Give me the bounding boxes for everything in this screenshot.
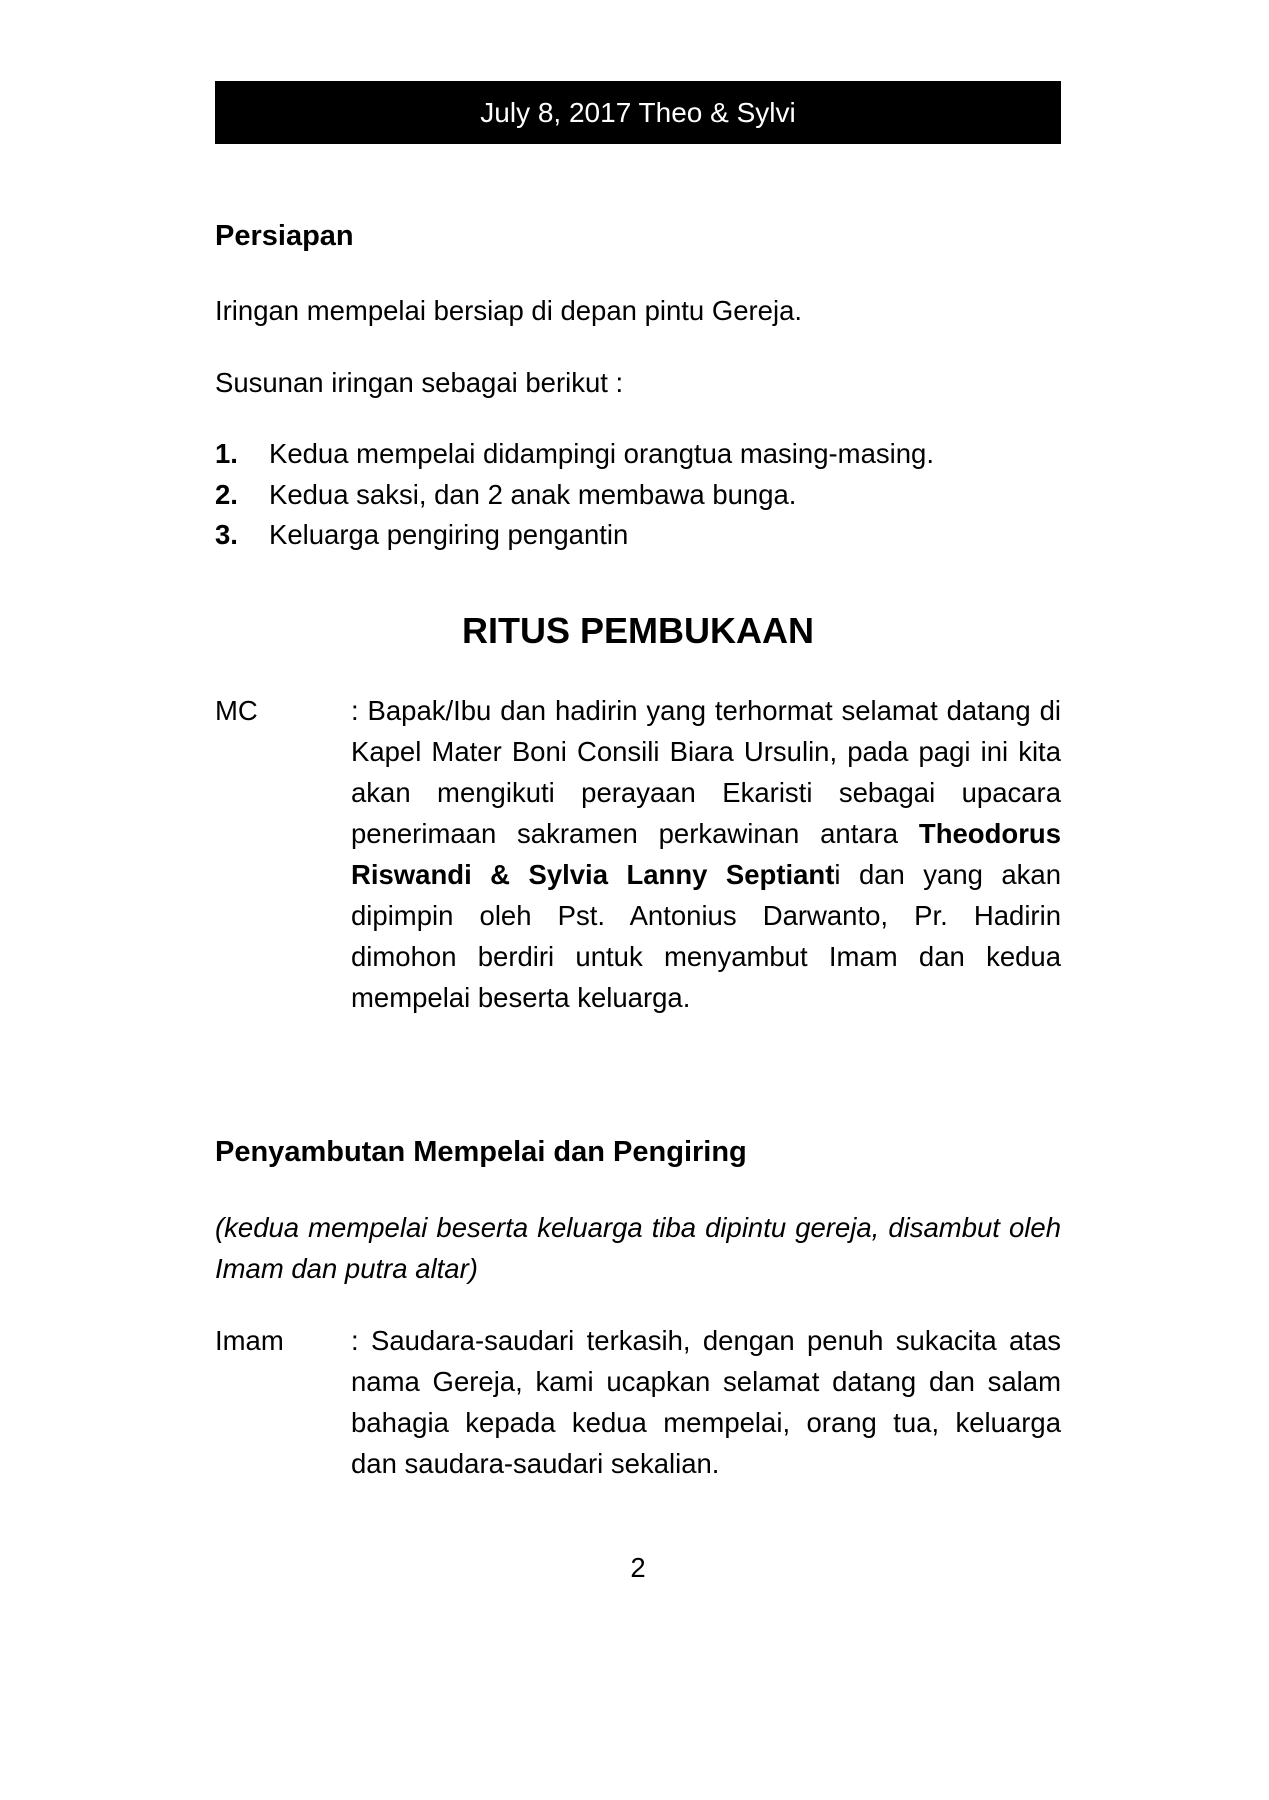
- list-text: Kedua saksi, dan 2 anak membawa bunga.: [269, 479, 797, 510]
- speaker-text: : Saudara-saudari terkasih, dengan penuh sukacita atas nama Gereja, kami ucapkan selamat datang dan salam bahagia kepada kedua mempelai, orang tua, keluarga dan saudara-saudari sekalian.: [351, 1325, 1061, 1479]
- page-number: 2: [630, 1552, 646, 1583]
- heading-persiapan: Persiapan: [215, 220, 354, 252]
- paragraph: Iringan mempelai bersiap di depan pintu Gereja.: [215, 295, 803, 326]
- couple-names: Theodorus Riswandi & Sylvia Lanny Septiant: [351, 818, 1061, 890]
- heading-penyambutan: Penyambutan Mempelai dan Pengiring: [215, 1136, 747, 1168]
- paragraph: Susunan iringan sebagai berikut :: [215, 367, 624, 398]
- list-text: Keluarga pengiring pengantin: [269, 519, 629, 550]
- speaker-text: [351, 690, 1061, 1018]
- text-part: i dan yang akan dipimpin oleh Pst. Antonius Darwanto, Pr. Hadirin dimohon berdiri untuk menyambut Imam dan kedua mempelai beserta keluarga.: [351, 859, 1061, 1013]
- list-item: [215, 514, 628, 555]
- list-number: 2.: [215, 479, 238, 510]
- list-item: [215, 474, 796, 515]
- header-bar: [215, 81, 1061, 144]
- section-title: RITUS PEMBUKAAN: [461, 610, 814, 651]
- speaker-label: MC: [215, 695, 258, 726]
- rubric: (kedua mempelai beserta keluarga tiba dipintu gereja, disambut oleh Imam dan putra altar): [215, 1212, 1061, 1284]
- speaker-label: Imam: [215, 1325, 284, 1356]
- list-number: 3.: [215, 519, 238, 550]
- list-item: [215, 433, 934, 474]
- list-number: 1.: [215, 438, 238, 469]
- header-text: July 8, 2017 Theo & Sylvi: [480, 96, 796, 128]
- list-text: Kedua mempelai didampingi orangtua masing-masing.: [269, 438, 934, 469]
- text-part: : Bapak/Ibu dan hadirin yang terhormat selamat datang di Kapel Mater Boni Consili Biara Ursulin, pada pagi ini kita akan mengikuti perayaan Ekaristi sebagai upacara penerimaan sakramen perkawinan antara: [351, 695, 1061, 849]
